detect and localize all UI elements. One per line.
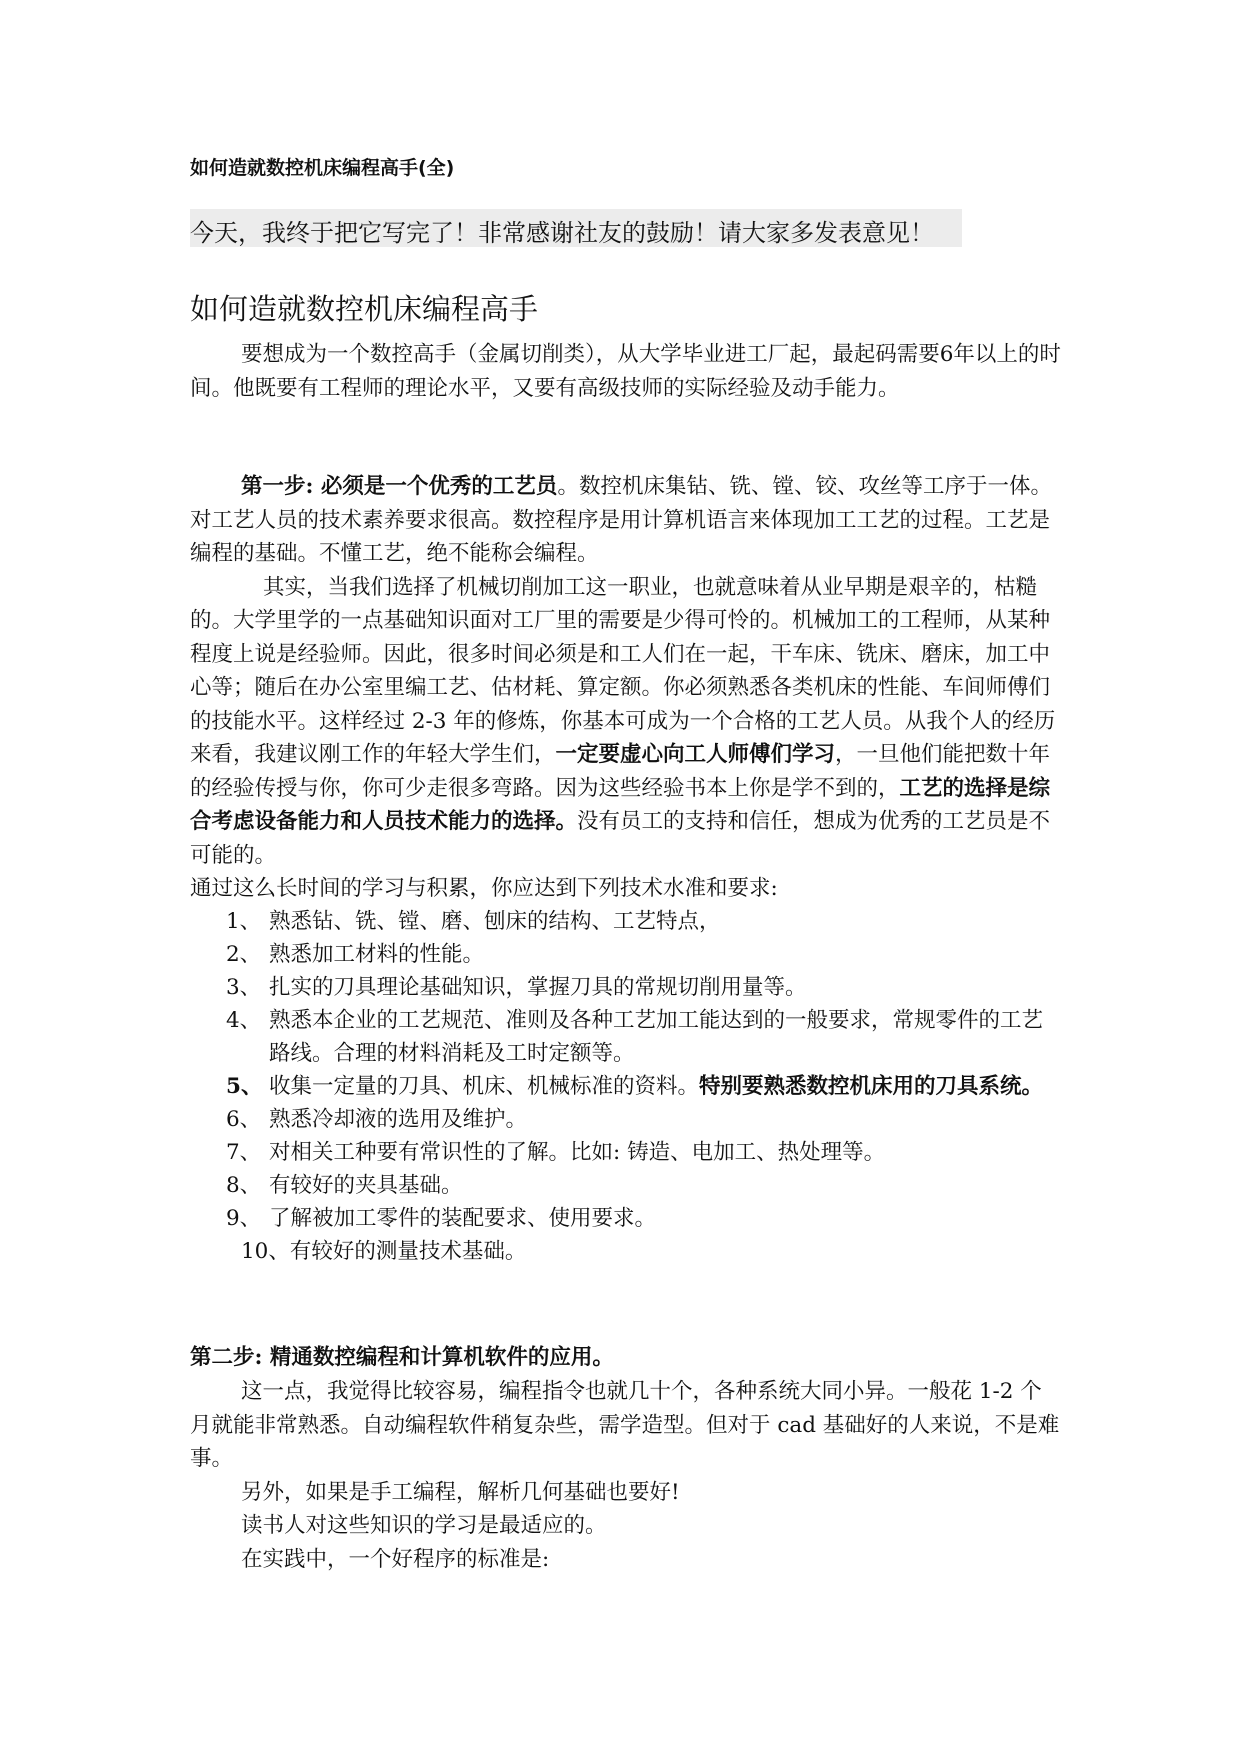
- requirements-list: [190, 905, 1062, 1268]
- step1-title: 第一步: 必须是一个优秀的工艺员: [241, 474, 558, 499]
- list-item: 10、有较好的测量技术基础。: [241, 1239, 527, 1264]
- list-item: 7、 对相关工种要有常识性的了解。比如: 铸造、电加工、热处理等。: [226, 1140, 886, 1165]
- intro-text: 要想成为一个数控高手（金属切削类），从大学毕业进工厂起，最起码需要6年以上的时间。他既要有工程师的理论水平，又要有高级技师的实际经验及动手能力。: [190, 342, 1061, 401]
- step2-p1: 这一点，我觉得比较容易，编程指令也就几十个，各种系统大同小异。一般花 1-2 个月就能非常熟悉。自动编程软件稍复杂些，需学造型。但对于 cad 基础好的人来说，不是难事。: [190, 1379, 1060, 1471]
- step1-section: [190, 470, 1062, 906]
- list-item: 1、 熟悉钻、铣、镗、磨、刨床的结构、工艺特点，: [226, 909, 721, 934]
- step1-para2-a: 其实，当我们选择了机械切削加工这一职业，也就意味着从业早期是艰辛的，枯糙的。大学里学的一点基础知识面对工厂里的需要是少得可怜的。机械加工的工程师，从某种程度上说是经验师。因此，很多时间必须是和工人们在一起，干车床、铣床、磨床，加工中心等；随后在办公室里编工艺、估材耗、算定额。你必须熟悉各类机床的性能、车间师傅们的技能水平。这样经过 2-3 年的修炼，你基本可成为一个合格的工艺人员。从我个人的经历来看，我建议刚工作的年轻大学生们，: [190, 574, 1056, 767]
- list-item: 3、 扎实的刀具理论基础知识，掌握刀具的常规切削用量等。: [226, 975, 807, 1000]
- banner-text: 今天，我终于把它写完了！非常感谢社友的鼓励！请大家多发表意见！: [190, 219, 934, 247]
- step1-para2-c: 没有员工的支持和信任，想成为优秀的工艺员是不可能的。: [190, 809, 1051, 868]
- intro-paragraph: [190, 338, 1062, 405]
- step1-para2-b: ，一旦他们能把数十年的经验传授与你，你可少走很多弯路。因为这些经验书本上你是学不到的，: [190, 742, 1051, 801]
- article-heading: 如何造就数控机床编程高手: [190, 292, 539, 326]
- step1-para2-bold2: 工艺的选择是综合考虑设备能力和人员技术能力的选择。: [190, 775, 1051, 834]
- step1-text: 。数控机床集钻、铣、镗、铰、攻丝等工序于一体。对工艺人员的技术素养要求很高。数控程序是用计算机语言来体现加工工艺的过程。工艺是编程的基础。不懂工艺，绝不能称会编程。: [190, 474, 1052, 566]
- step1-para2-bold1: 一定要虚心向工人师傅们学习: [555, 742, 836, 767]
- document-title: 如何造就数控机床编程高手(全): [190, 157, 455, 179]
- list-item: 2、 熟悉加工材料的性能。: [226, 942, 485, 967]
- list-item: 5、 收集一定量的刀具、机床、机械标准的资料。特别要熟悉数控机床用的刀具系统。: [226, 1074, 1044, 1099]
- step1-para3: 通过这么长时间的学习与积累，你应达到下列技术水准和要求:: [190, 876, 778, 901]
- step2-p3: 读书人对这些知识的学习是最适应的。: [241, 1513, 607, 1538]
- list-item: 9、 了解被加工零件的装配要求、使用要求。: [226, 1206, 657, 1231]
- step2-p4: 在实践中，一个好程序的标准是:: [241, 1546, 550, 1572]
- list-item: 6、 熟悉冷却液的选用及维护。: [226, 1107, 528, 1132]
- step2-p2: 另外，如果是手工编程，解析几何基础也要好!: [241, 1479, 680, 1505]
- list-item: 8、 有较好的夹具基础。: [226, 1173, 463, 1198]
- step2-section: [190, 1375, 1062, 1576]
- step2-title: 第二步: 精通数控编程和计算机软件的应用。: [190, 1345, 614, 1370]
- list-item: 4、 熟悉本企业的工艺规范、准则及各种工艺加工能达到的一般要求，常规零件的工艺路线。合理的材料消耗及工时定额等。: [226, 1008, 1044, 1066]
